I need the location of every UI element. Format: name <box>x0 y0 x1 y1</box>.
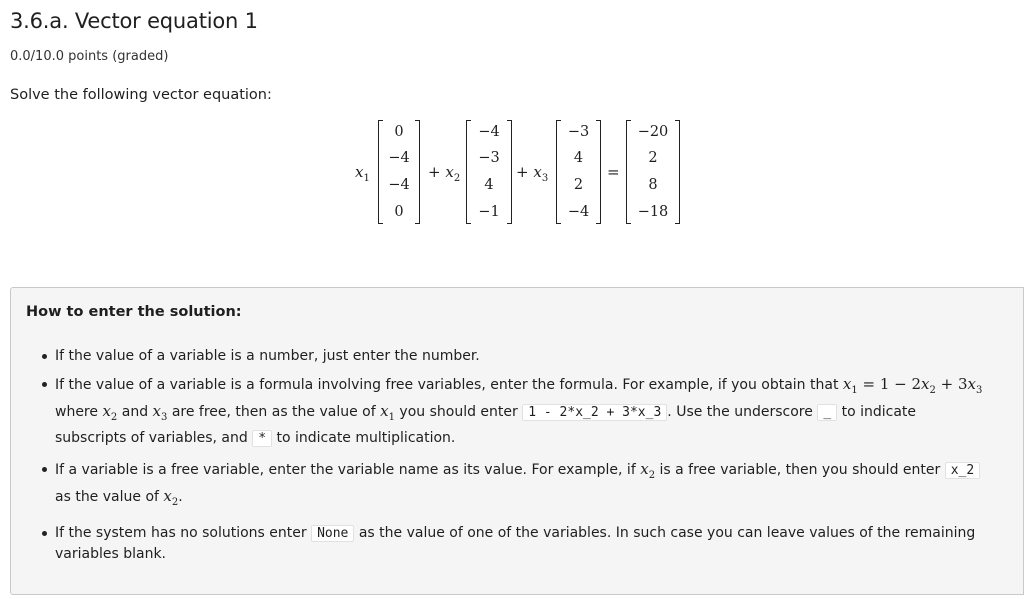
points-status: 0.0/10.0 points (graded) <box>10 49 169 64</box>
vector-3 <box>556 120 601 224</box>
instructions-title: How to enter the solution: <box>26 304 242 320</box>
vector-rhs-entry: 8 <box>648 177 658 193</box>
vector-2-entry: −3 <box>478 150 500 166</box>
vector-3-entry: −4 <box>567 204 590 220</box>
instructions-panel <box>10 287 1024 595</box>
vector-3-entry: −3 <box>567 124 590 140</box>
vector-1 <box>378 120 420 224</box>
example-formula-code: 1 - 2*x_2 + 3*x_3 <box>522 404 667 421</box>
vector-1-entry: 0 <box>394 204 404 220</box>
instruction-free-variable: If a variable is a free variable, enter the variable name as its value. For example, if $x_2$ is a free variable, then you should enter x_2 as the value of $x_2$. <box>55 459 990 513</box>
instruction-no-solution: If the system has no solutions enter None as the value of one of the variables. In such case you can leave values of the remaining variables blank. <box>55 523 990 565</box>
vector-rhs-entry: −20 <box>637 124 669 140</box>
instructions-list <box>11 346 990 575</box>
coef-x1: $x_1$ <box>355 163 370 184</box>
vector-3-entry: 2 <box>573 177 584 193</box>
vector-rhs <box>626 120 680 224</box>
problem-title: 3.6.a. Vector equation 1 <box>10 9 258 33</box>
instruction-number: If the value of a variable is a number, just enter the number. <box>55 346 990 367</box>
vector-2 <box>466 120 512 224</box>
vector-rhs-entry: 2 <box>648 150 658 166</box>
vector-1-entry: 0 <box>394 124 404 140</box>
asterisk-code: * <box>252 430 272 447</box>
vector-3-entry: 4 <box>573 150 584 166</box>
vector-2-entry: 4 <box>484 177 494 193</box>
free-variable-code: x_2 <box>945 462 980 479</box>
vector-2-entry: −4 <box>478 124 500 140</box>
plus-x2: + $x_2$ <box>428 163 461 184</box>
underscore-code: _ <box>817 404 837 421</box>
vector-rhs-entry: −18 <box>637 204 669 220</box>
vector-1-entry: −4 <box>388 177 410 193</box>
vector-1-entry: −4 <box>388 150 410 166</box>
vector-2-entry: −1 <box>478 204 500 220</box>
none-code: None <box>311 525 354 542</box>
equals-sign: = <box>607 163 620 181</box>
instruction-formula: If the value of a variable is a formula involving free variables, enter the formula. For example, if you obtain that $x_1 = 1 - 2x_2 + 3x_3$ where $x_2$ and $x_3$ are free, then as the value of $x_1$ you should enter 1 - 2*x_2 + 3*x_3 . Use the underscore _ to indicate subscripts of variables, and * to indicate multiplication. <box>55 374 990 449</box>
problem-prompt: Solve the following vector equation: <box>10 87 272 103</box>
plus-x3: + $x_3$ <box>516 163 549 184</box>
